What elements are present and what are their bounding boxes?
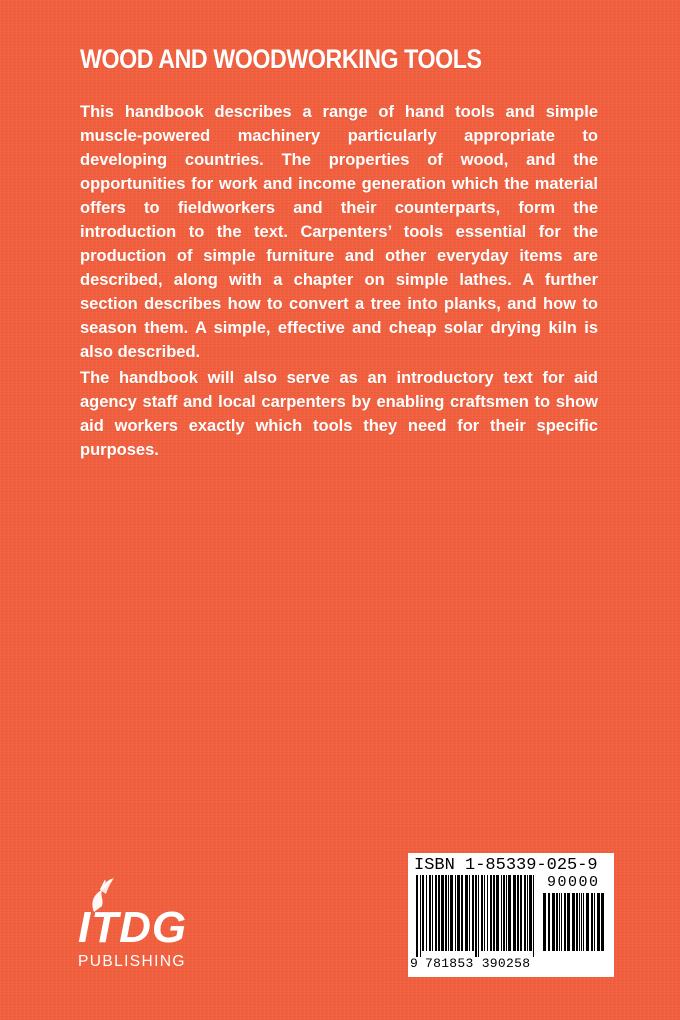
barcode-bar [478, 875, 479, 957]
barcode-bar [438, 875, 440, 951]
barcode-bar [517, 875, 519, 951]
barcode-bar [475, 875, 477, 957]
barcode-bar [533, 875, 534, 957]
barcode-bar [591, 893, 593, 951]
barcode-bar [450, 875, 453, 951]
barcode-bar [579, 893, 580, 951]
barcode-bar [503, 875, 505, 951]
barcode-bar [543, 893, 546, 951]
addon-barcode-bars [543, 893, 607, 957]
barcode-bar [527, 875, 528, 951]
barcode-bar [461, 875, 463, 951]
barcode-bar [561, 893, 562, 951]
barcode-bar [529, 875, 532, 951]
isbn-barcode [408, 853, 614, 977]
barcode-bar [552, 893, 555, 951]
barcode-bar [490, 875, 492, 951]
barcode-bar [520, 875, 522, 951]
barcode-bar [576, 893, 578, 951]
barcode-bar [508, 875, 511, 951]
barcode-bar [416, 875, 418, 957]
barcode-bar [513, 875, 516, 951]
ean-barcode-bars [416, 875, 540, 957]
barcode-bar [448, 875, 449, 951]
barcode-bar [465, 875, 468, 951]
ean-lead-digit: 9 [410, 956, 418, 971]
barcode-bar [564, 893, 566, 951]
barcode-bar [583, 893, 584, 951]
barcode-bar [441, 875, 444, 951]
barcode-bar [487, 875, 488, 951]
ean-digits: 781853 390258 [425, 956, 531, 971]
barcode-bar [481, 875, 483, 951]
barcode-bar [597, 893, 600, 951]
barcode-bar [457, 875, 460, 951]
barcode-bar [429, 875, 431, 951]
logo-wordmark: ITDG [78, 903, 188, 952]
barcode-bar [455, 875, 456, 951]
barcode-bar [484, 875, 485, 951]
barcode-bar [548, 893, 550, 951]
barcode-bar [493, 875, 495, 951]
barcode-bar [496, 875, 499, 951]
barcode-bar [445, 875, 447, 951]
isbn-label: ISBN 1-85339-025-9 [414, 856, 598, 875]
description-paragraph-1: This handbook describes a range of hand tools and simple muscle-powered machinery particularly appropriate to developing countries. The properties of wood, and the opportunities for work and income generation which the material offers to fieldworkers and their counterparts, form the introduction to the text. Carpenters’ tools essential for the production of simple furniture and other everyday items are described, along with a chapter on simple lathes. A further section describes how to convert a tree into planks, and how to season them. A simple, effective and cheap solar drying kiln is also described. [80, 103, 598, 361]
barcode-bar [469, 875, 470, 951]
description-paragraph-2: The handbook will also serve as an introductory text for aid agency staff and local carpenters by enabling craftsmen to show aid workers exactly which tools they need for their specific purposes. [80, 369, 598, 459]
logo-subtitle: PUBLISHING [78, 953, 186, 970]
barcode-bar [586, 893, 589, 951]
barcode-bar [559, 893, 560, 951]
barcode-bar [567, 893, 570, 951]
barcode-bar [572, 893, 575, 951]
barcode-bar [422, 875, 424, 951]
barcode-bar [426, 875, 427, 951]
barcode-bar [501, 875, 502, 951]
barcode-bar [435, 875, 437, 951]
publisher-logo [78, 872, 218, 972]
barcode-bar [506, 875, 507, 951]
barcode-bar [432, 875, 433, 951]
barcode-bar [581, 893, 582, 951]
barcode-bar [601, 893, 604, 951]
barcode-bar [594, 893, 595, 951]
barcode-bar [420, 875, 421, 957]
barcode-bar [472, 875, 474, 951]
barcode-bar [556, 893, 558, 951]
price-addon-number: 90000 [547, 874, 600, 891]
barcode-bar [524, 875, 526, 951]
book-title: WOOD AND WOODWORKING TOOLS [80, 44, 482, 74]
